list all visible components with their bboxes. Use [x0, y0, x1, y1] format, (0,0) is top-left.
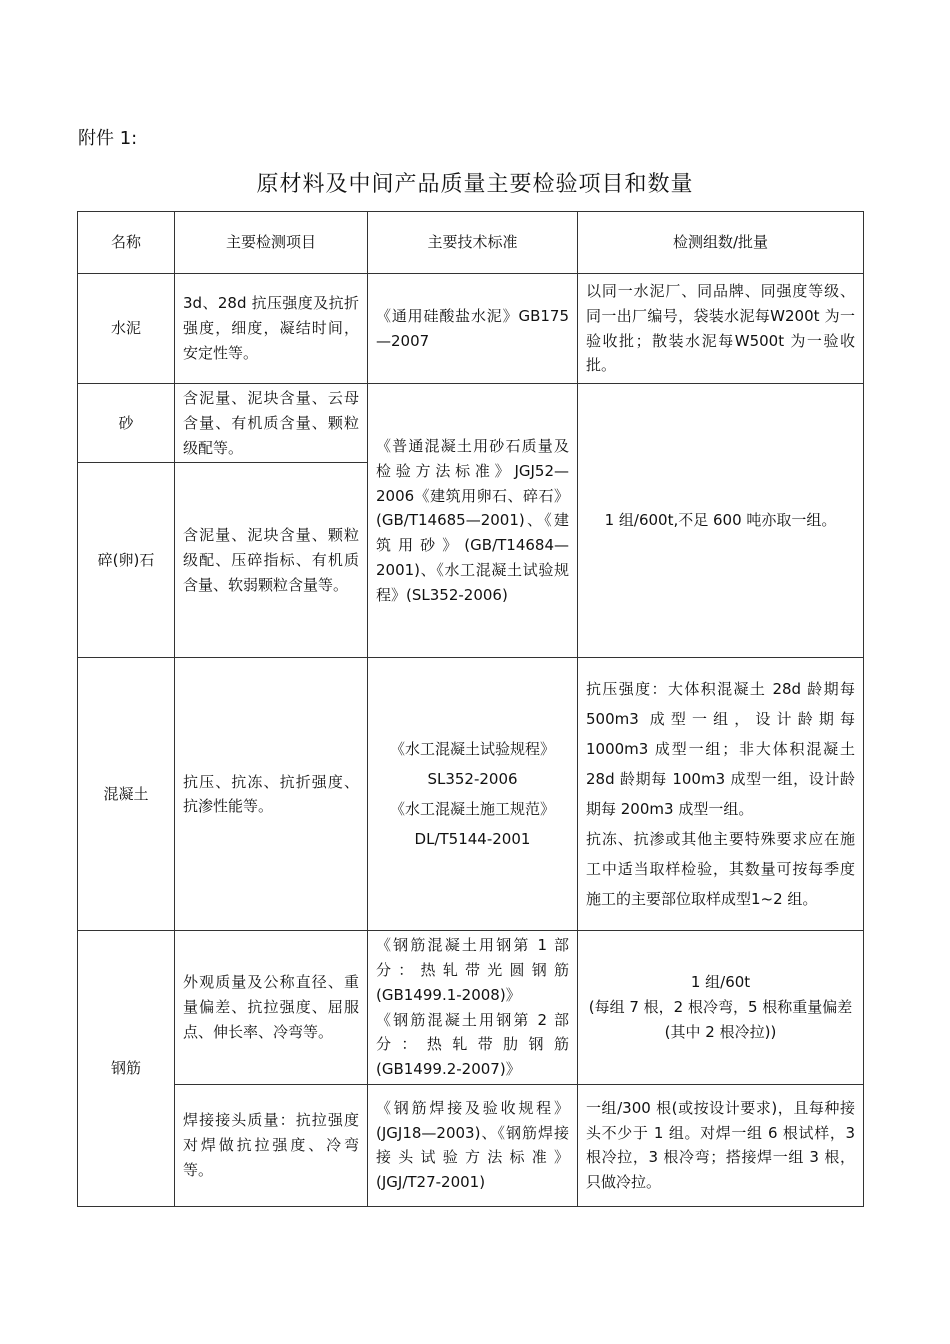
rebar-standard-2: 《钢筋混凝土用钢第 2 部分：热轧带肋钢筋(GB1499.2-2007)》 [376, 1010, 569, 1078]
cell-concrete-name: 混凝土 [78, 658, 175, 931]
table-row-rebar [78, 931, 864, 1085]
cell-weld-quantity: 一组/300 根(或按设计要求)，且每种接头不少于 1 组。对焊一组 6 根试样，3 根冷拉，3 根冷弯；搭接焊一组 3 根，只做冷拉。 [578, 1084, 864, 1206]
cell-gravel-name: 碎(卵)石 [78, 463, 175, 658]
cell-rebar-items: 外观质量及公称直径、重量偏差、抗拉强度、屈服点、伸长率、冷弯等。 [175, 931, 368, 1085]
cell-concrete-standard [368, 658, 578, 931]
cell-sand-name: 砂 [78, 384, 175, 463]
concrete-quantity-2: 抗冻、抗渗或其他主要特殊要求应在施工中适当取样检验，其数量可按每季度施工的主要部位取样成型1~2 组。 [586, 830, 855, 909]
cell-cement-standard: 《通用硅酸盐水泥》GB175—2007 [368, 274, 578, 384]
cell-aggregate-quantity: 1 组/600t,不足 600 吨亦取一组。 [578, 384, 864, 658]
header-items: 主要检测项目 [175, 212, 368, 274]
cell-rebar-standard [368, 931, 578, 1085]
page-title: 原材料及中间产品质量主要检验项目和数量 [256, 172, 694, 197]
cell-gravel-items: 含泥量、泥块含量、颗粒级配、压碎指标、有机质含量、软弱颗粒含量等。 [175, 463, 368, 658]
cell-cement-name: 水泥 [78, 274, 175, 384]
rebar-quantity-1: 1 组/60t [690, 973, 751, 992]
cell-sand-items: 含泥量、泥块含量、云母含量、有机质含量、颗粒级配等。 [175, 384, 368, 463]
cell-concrete-quantity [578, 658, 864, 931]
table-row-concrete [78, 658, 864, 931]
cell-aggregate-standard: 《普通混凝土用砂石质量及检验方法标准》JGJ52—2006《建筑用卵石、碎石》(GB/T14685—2001)、《建筑用砂》(GB/T14684—2001)、《水工混凝土试验规程》(SL352-2006) [368, 384, 578, 658]
inspection-table [77, 211, 864, 1207]
concrete-standard-1: 《水工混凝土试验规程》SL352-2006 [389, 740, 555, 789]
header-standard: 主要技术标准 [368, 212, 578, 274]
concrete-standard-2: 《水工混凝土施工规范》DL/T5144-2001 [389, 800, 555, 849]
cell-cement-quantity: 以同一水泥厂、同品牌、同强度等级、同一出厂编号，袋装水泥每W200t 为一验收批；散装水泥每W500t 为一验收批。 [578, 274, 864, 384]
table-row-sand [78, 384, 864, 463]
cell-rebar-name: 钢筋 [78, 931, 175, 1207]
cell-rebar-quantity [578, 931, 864, 1085]
cell-cement-items: 3d、28d 抗压强度及抗折强度，细度，凝结时间，安定性等。 [175, 274, 368, 384]
table-row-cement [78, 274, 864, 384]
cell-concrete-items: 抗压、抗冻、抗折强度、抗渗性能等。 [175, 658, 368, 931]
table-row-weld [78, 1084, 864, 1206]
rebar-standard-1: 《钢筋混凝土用钢第 1 部分：热轧带光圆钢筋(GB1499.1-2008)》 [376, 936, 569, 1004]
header-quantity: 检测组数/批量 [578, 212, 864, 274]
rebar-quantity-2: (每组 7 根，2 根冷弯，5 根称重量偏差(其中 2 根冷拉)) [588, 998, 853, 1041]
attachment-label: 附件 1: [78, 128, 138, 149]
cell-weld-items: 焊接接头质量：抗拉强度对焊做抗拉强度、冷弯等。 [175, 1084, 368, 1206]
table-header-row [78, 212, 864, 274]
concrete-quantity-1: 抗压强度：大体积混凝土 28d 龄期每 500m3 成型一组，设计龄期每1000m3 成型一组；非大体积混凝土 28d 龄期每 100m3 成型一组，设计龄期每 200m3 成型一组。 [586, 680, 855, 819]
header-name: 名称 [78, 212, 175, 274]
cell-weld-standard: 《钢筋焊接及验收规程》(JGJ18—2003)、《钢筋焊接接头试验方法标准》(JGJ/T27-2001) [368, 1084, 578, 1206]
